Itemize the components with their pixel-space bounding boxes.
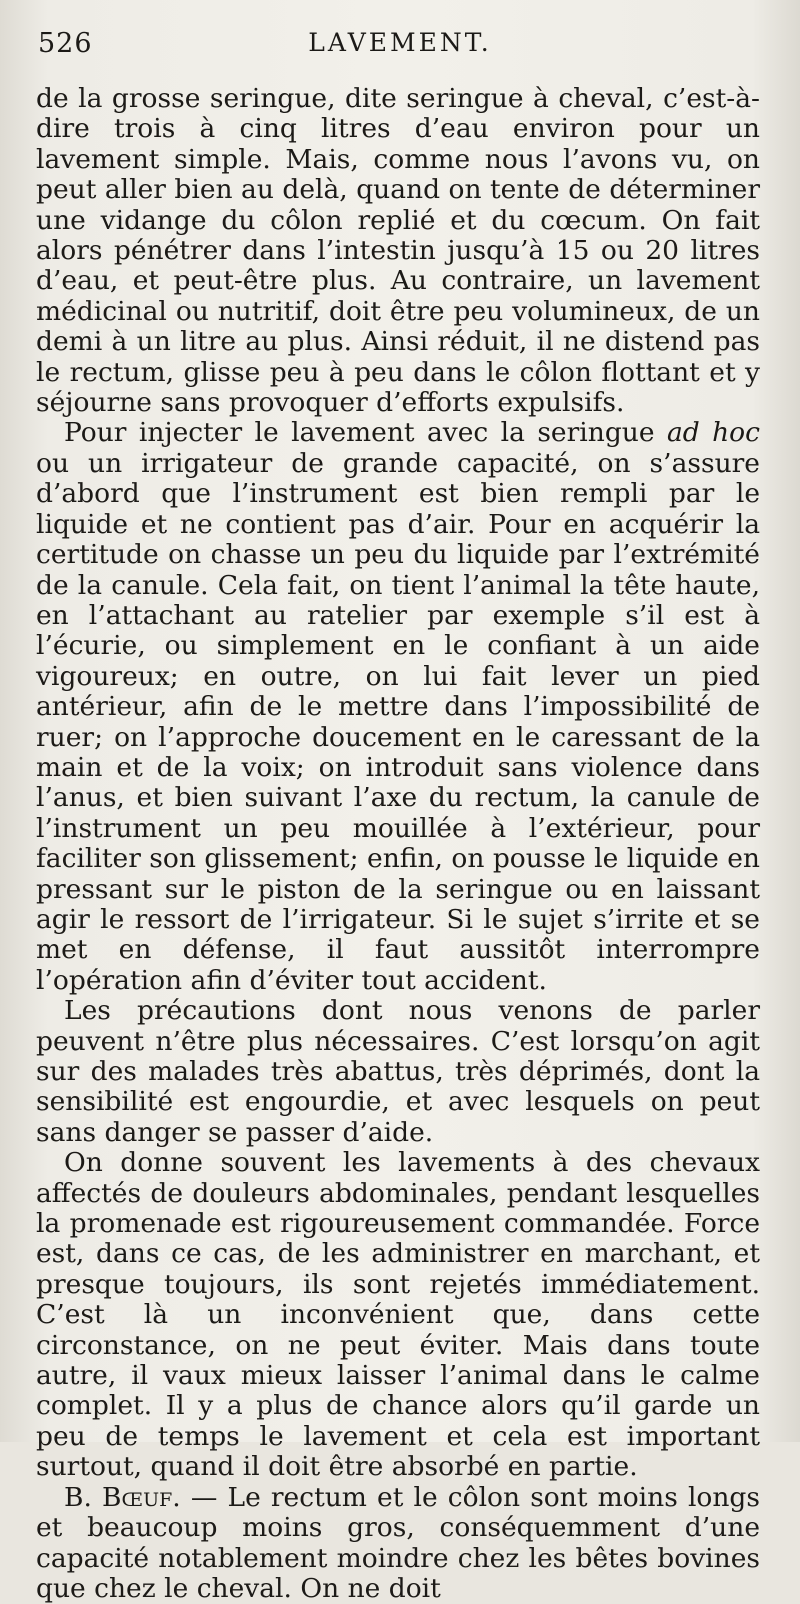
running-title: LAVEMENT.	[308, 28, 492, 57]
paragraph-injection-procedure	[36, 418, 760, 996]
paragraph-2-text-a: Pour injecter le lavement avec la seringue	[64, 417, 667, 449]
body-text	[36, 84, 760, 1604]
paragraph-2-text-b: ou un irrigateur de grande capacité, on s’assure d’abord que l’instrument est bien rempli par le liquide et ne contient pas d’air. Pour en acquérir la certitude on chasse un peu du liquide par l’extrémité de la canule. Cela fait, on tient l’animal la tête haute, en l’attachant au ratelier par exemple s’il est à l’écurie, ou simplement en le confiant à un aide vigoureux; en outre, on lui fait lever un pied antérieur, afin de le mettre dans l’impossibilité de ruer; on l’approche doucement en le caressant de la main et de la voix; on introduit sans violence dans l’anus, et bien suivant l’axe du rectum, la canule de l’instrument un peu mouillée à l’extérieur, pour faciliter son glissement; enfin, on pousse le liquide en pressant sur le piston de la seringue ou en laissant agir le ressort de l’irrigateur. Si le sujet s’irrite et se met en défense, il faut aussitôt interrompre l’opération afin d’éviter tout accident.	[36, 447, 760, 996]
paragraph-5-text: — Le rectum et le côlon sont moins longs et beaucoup moins gros, conséquemment d’une capacité notablement moindre chez les bêtes bovines que chez le cheval. On ne doit	[36, 1481, 761, 1604]
paragraph-precautions: Les précautions dont nous venons de parler peuvent n’être plus nécessaires. C’est lorsqu’on agit sur des malades très abattus, très déprimés, dont la sensibilité est engourdie, et avec lesquels on peut sans danger se passer d’aide.	[36, 995, 760, 1148]
page-number: 526	[38, 28, 93, 59]
running-head	[38, 28, 762, 68]
paragraph-boeuf	[36, 1483, 760, 1604]
paragraph-1-continuation: de la grosse seringue, dite seringue à cheval, c’est-à-dire trois à cinq litres d’eau environ pour un lavement simple. Mais, comme nous l’avons vu, on peut aller bien au delà, quand on tente de déterminer une vidange du côlon replié et du cœcum. On fait alors pénétrer dans l’intestin jusqu’à 15 ou 20 litres d’eau, et peut-être plus. Au contraire, un lavement médicinal ou nutritif, doit être peu volumineux, de un demi à un litre au plus. Ainsi réduit, il ne distend pas le rectum, glisse peu à peu dans le côlon flottant et y séjourne sans provoquer d’efforts expulsifs.	[36, 83, 760, 419]
paragraph-abdominal-pain: On donne souvent les lavements à des chevaux affectés de douleurs abdominales, pendant lesquelles la promenade est rigoureusement commandée. Force est, dans ce cas, de les administrer en marchant, et presque toujours, ils sont rejetés immédiatement. C’est là un inconvénient que, dans cette circonstance, on ne peut éviter. Mais dans toute autre, il vaux mieux laisser l’animal dans le calme complet. Il y a plus de chance alors qu’il garde un peu de temps le lavement et cela est important surtout, quand il doit être absorbé en partie.	[36, 1147, 760, 1483]
section-lead-boeuf: B. Bœuf.	[64, 1481, 181, 1513]
italic-ad-hoc: ad hoc	[666, 417, 760, 449]
